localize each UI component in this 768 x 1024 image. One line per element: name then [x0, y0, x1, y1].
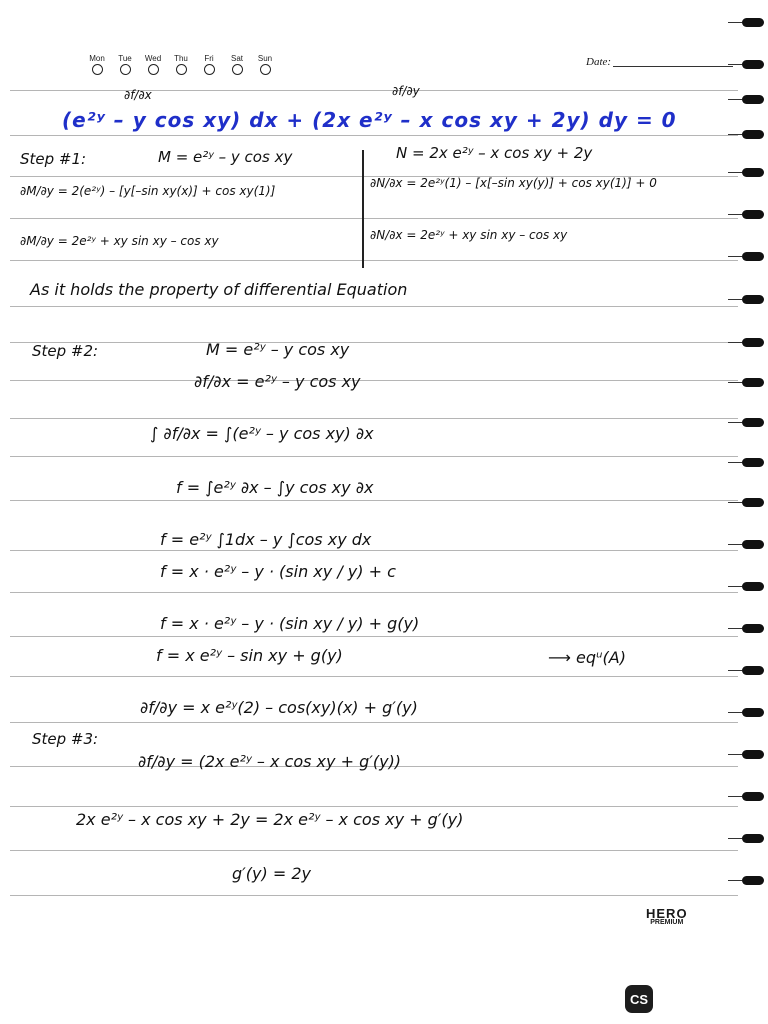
dn-dx-result: ∂N/∂x = 2e²ʸ + xy sin xy – cos xy: [370, 228, 568, 242]
weekday-mon[interactable]: [86, 54, 108, 75]
rule-line: [10, 218, 738, 219]
rule-line: [10, 260, 738, 261]
binder-hole: [742, 582, 764, 591]
circle-icon: [260, 64, 271, 75]
step3-line1: ∂f/∂y = x e²ʸ(2) – cos(xy)(x) + g′(y): [140, 698, 418, 717]
weekday-label: Mon: [89, 54, 105, 63]
weekday-label: Thu: [174, 54, 188, 63]
hero-premium-logo: [646, 906, 688, 926]
m-definition: M = e²ʸ – y cos xy: [158, 148, 293, 166]
rule-line: [10, 895, 738, 896]
equation-reference: ⟶ eqᵘ(A): [548, 648, 626, 667]
binder-hole: [742, 498, 764, 507]
rule-line: [10, 500, 738, 501]
camscanner-badge-icon: CS: [625, 985, 653, 1013]
binder-hole: [742, 338, 764, 347]
date-field[interactable]: [586, 56, 733, 68]
binder-hole: [742, 792, 764, 801]
rule-line: [10, 636, 738, 637]
rule-line: [10, 850, 738, 851]
weekday-selector: [86, 54, 276, 75]
weekday-label: Sat: [230, 54, 243, 63]
weekday-fri[interactable]: [198, 54, 220, 75]
binder-hole: [742, 18, 764, 27]
binder-hole: [742, 708, 764, 717]
step2-line3: ∫ ∂f/∂x = ∫(e²ʸ – y cos xy) ∂x: [150, 424, 374, 443]
dm-dy-result: ∂M/∂y = 2e²ʸ + xy sin xy – cos xy: [20, 234, 219, 248]
step2-line7: f = x · e²ʸ – y · (sin xy / y) + g(y): [160, 614, 420, 633]
binder-hole: [742, 624, 764, 633]
rule-line: [10, 592, 738, 593]
binder-hole: [742, 834, 764, 843]
dm-dy-expansion: ∂M/∂y = 2(e²ʸ) – [y[–sin xy(x)] + cos xy(1)]: [20, 184, 276, 198]
dn-dx-expansion: ∂N/∂x = 2e²ʸ(1) – [x[–sin xy(y)] + cos xy(1)] + 0: [370, 176, 657, 190]
rule-line: [10, 90, 738, 91]
date-label: Date:: [586, 56, 612, 68]
rule-line: [10, 456, 738, 457]
step2-line6: f = x · e²ʸ – y · (sin xy / y) + c: [160, 562, 396, 581]
step3-result: g′(y) = 2y: [232, 864, 311, 883]
property-statement: As it holds the property of differential Equation: [30, 280, 408, 299]
weekday-label: Sun: [257, 54, 273, 63]
step2-label: Step #2:: [32, 342, 99, 360]
circle-icon: [148, 64, 159, 75]
weekday-tue[interactable]: [114, 54, 136, 75]
binder-hole: [742, 540, 764, 549]
weekday-sun[interactable]: [254, 54, 276, 75]
weekday-sat[interactable]: [226, 54, 248, 75]
binder-hole: [742, 168, 764, 177]
circle-icon: [232, 64, 243, 75]
binder-hole: [742, 418, 764, 427]
rule-line: [10, 722, 738, 723]
column-divider: [362, 150, 364, 268]
step2-line8: f = x e²ʸ – sin xy + g(y): [156, 646, 343, 665]
rule-line: [10, 676, 738, 677]
step3-line2: ∂f/∂y = (2x e²ʸ – x cos xy + g′(y)): [138, 752, 402, 771]
df-dy-label: ∂f/∂y: [392, 84, 420, 98]
main-equation: (e²ʸ – y cos xy) dx + (2x e²ʸ – x cos xy + 2y) dy = 0: [62, 108, 677, 132]
step3-label: Step #3:: [32, 730, 99, 748]
binder-hole: [742, 378, 764, 387]
rule-line: [10, 342, 738, 343]
weekday-label: Fri: [204, 54, 214, 63]
binder-hole: [742, 458, 764, 467]
binder-hole: [742, 750, 764, 759]
weekday-label: Wed: [144, 54, 162, 63]
df-dx-label: ∂f/∂x: [124, 88, 152, 102]
logo-bottom-text: PREMIUM: [650, 919, 684, 926]
step2-line5: f = e²ʸ ∫1dx – y ∫cos xy dx: [160, 530, 372, 549]
weekday-wed[interactable]: [142, 54, 164, 75]
binder-hole: [742, 210, 764, 219]
binder-hole: [742, 876, 764, 885]
step2-line1: M = e²ʸ – y cos xy: [206, 340, 350, 359]
circle-icon: [92, 64, 103, 75]
binder-hole: [742, 252, 764, 261]
binder-hole: [742, 130, 764, 139]
rule-line: [10, 135, 738, 136]
binder-hole: [742, 95, 764, 104]
circle-icon: [120, 64, 131, 75]
weekday-thu[interactable]: [170, 54, 192, 75]
n-definition: N = 2x e²ʸ – x cos xy + 2y: [396, 144, 593, 162]
logo-top-text: HERO: [646, 906, 688, 921]
rule-line: [10, 806, 738, 807]
rule-line: [10, 380, 738, 381]
rule-line: [10, 306, 738, 307]
binder-hole: [742, 295, 764, 304]
date-line: [613, 66, 733, 67]
binder-hole: [742, 666, 764, 675]
circle-icon: [204, 64, 215, 75]
step2-line2: ∂f/∂x = e²ʸ – y cos xy: [194, 372, 361, 391]
rule-line: [10, 418, 738, 419]
step2-line4: f = ∫e²ʸ ∂x – ∫y cos xy ∂x: [176, 478, 374, 497]
circle-icon: [176, 64, 187, 75]
weekday-label: Tue: [118, 54, 132, 63]
binder-hole: [742, 60, 764, 69]
rule-line: [10, 550, 738, 551]
step1-label: Step #1:: [20, 150, 87, 168]
step3-line3: 2x e²ʸ – x cos xy + 2y = 2x e²ʸ – x cos xy + g′(y): [76, 810, 464, 829]
